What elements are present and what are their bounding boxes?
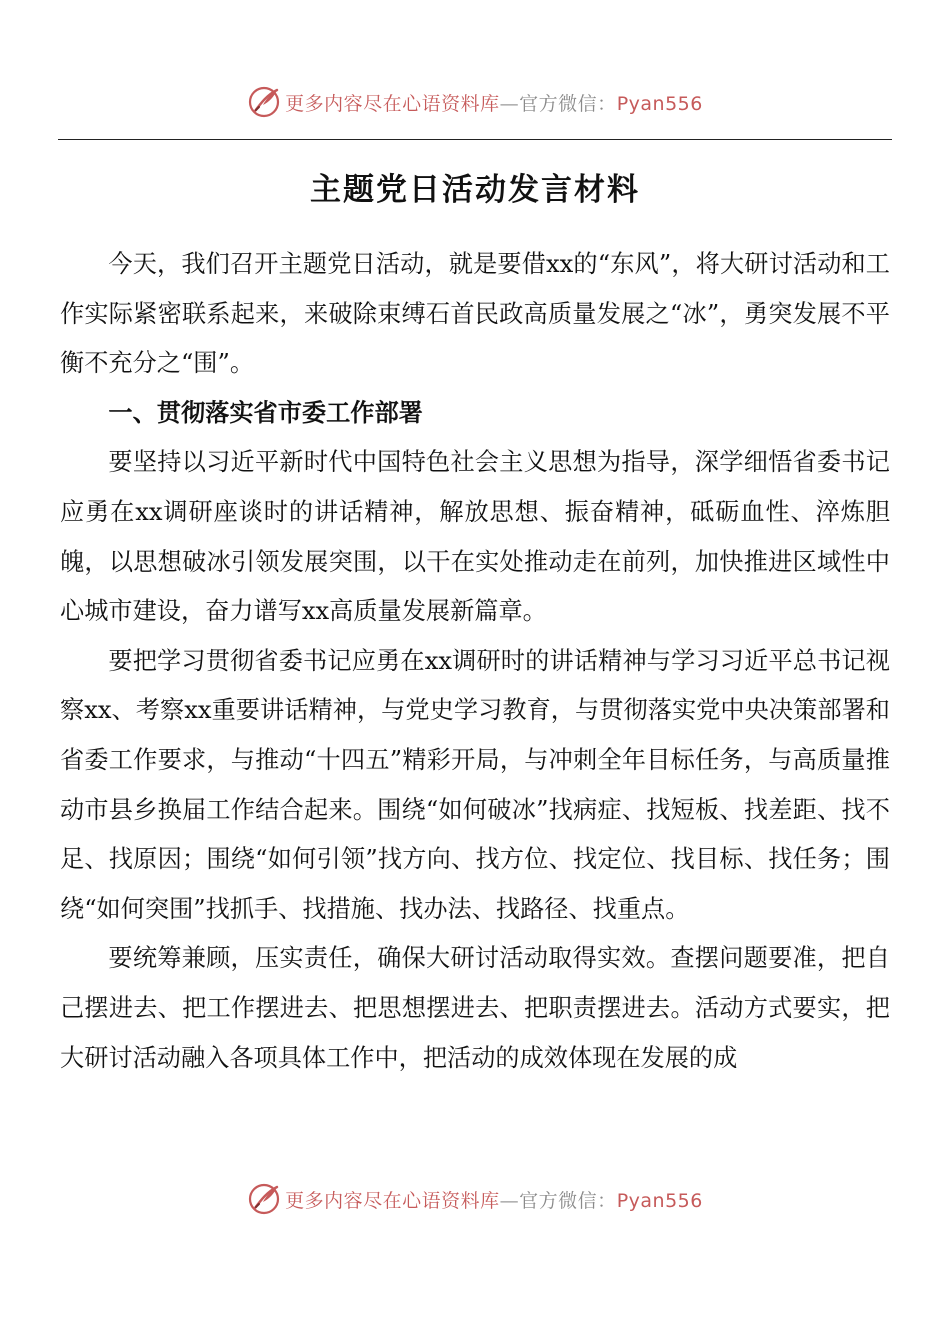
watermark-handle: Pyan556 (616, 92, 703, 115)
watermark-separator: — (499, 92, 520, 115)
watermark-site-text: 更多内容尽在心语资料库 (285, 1189, 500, 1212)
watermark-text (285, 1186, 703, 1213)
intro-paragraph: 今天，我们召开主题党日活动，就是要借xx的“东风”，将大研讨活动和工作实际紧密联系起来，来破除束缚石首民政高质量发展之“冰”，勇突发展不平衡不充分之“围”。 (60, 250, 890, 378)
watermark-site-text: 更多内容尽在心语资料库 (285, 92, 500, 115)
document-body (60, 240, 890, 1083)
body-paragraph-2: 要把学习贯彻省委书记应勇在xx调研时的讲话精神与学习习近平总书记视察xx、考察xx重要讲话精神，与党史学习教育，与贯彻落实党中央决策部署和省委工作要求，与推动“十四五”精彩开局，与冲刺全年目标任务，与高质量推动市县乡换届工作结合起来。围绕“如何破冰”找病症、找短板、找差距、找不足、找原因；围绕“如何引领”找方向、找方位、找定位、找目标、找任务；围绕“如何突围”找抓手、找措施、找办法、找路径、找重点。 (60, 646, 890, 923)
watermark-handle: Pyan556 (616, 1189, 703, 1212)
watermark-text (285, 89, 703, 116)
quill-logo-icon (247, 1182, 281, 1216)
quill-logo-icon (247, 85, 281, 119)
header-divider (58, 139, 892, 140)
header-watermark (0, 82, 950, 122)
document-title: 主题党日活动发言材料 (310, 172, 640, 208)
section-heading: 一、贯彻落实省市委工作部署 (108, 398, 423, 427)
watermark-wechat-label: 官方微信： (519, 1189, 617, 1212)
watermark-separator: — (499, 1189, 520, 1212)
body-paragraph-1: 要坚持以习近平新时代中国特色社会主义思想为指导，深学细悟省委书记应勇在xx调研座谈时的讲话精神，解放思想、振奋精神，砥砺血性、淬炼胆魄，以思想破冰引领发展突围，以干在实处推动走在前列，加快推进区域性中心城市建设，奋力谱写xx高质量发展新篇章。 (60, 448, 890, 626)
body-paragraph-3: 要统筹兼顾，压实责任，确保大研讨活动取得实效。查摆问题要准，把自己摆进去、把工作摆进去、把思想摆进去、把职责摆进去。活动方式要实，把大研讨活动融入各项具体工作中，把活动的成效体现在发展的成 (60, 944, 890, 1072)
footer-watermark (0, 1179, 950, 1219)
watermark-wechat-label: 官方微信： (519, 92, 617, 115)
